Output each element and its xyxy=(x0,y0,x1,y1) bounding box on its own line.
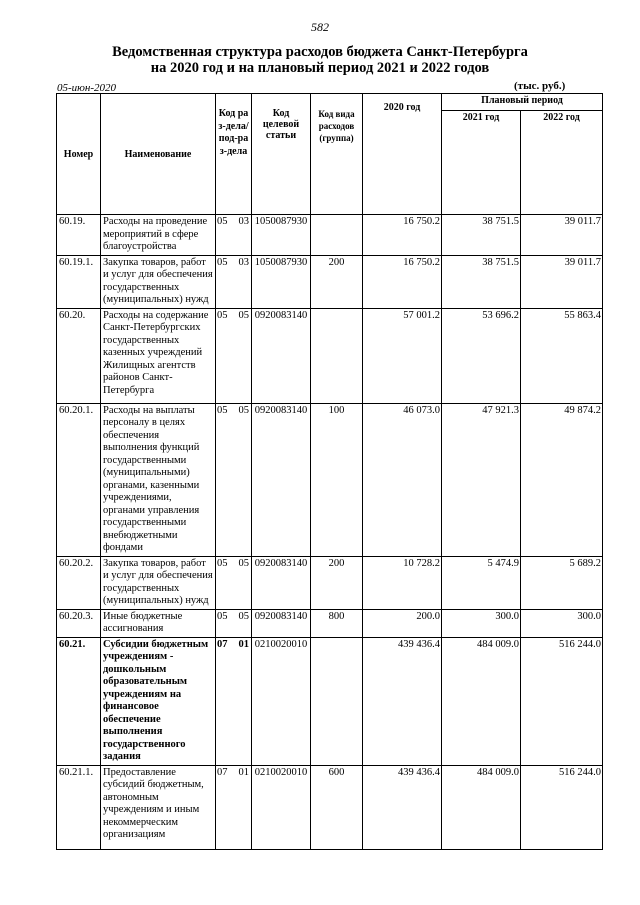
row-value-2020: 439 436.4 xyxy=(363,765,442,849)
row-expense-type: 200 xyxy=(311,556,363,609)
row-value-2022: 39 011.7 xyxy=(521,255,603,308)
row-value-2022: 49 874.2 xyxy=(521,403,603,556)
row-podrazdel: 05 xyxy=(238,404,249,416)
document-date: 05-июн-2020 xyxy=(57,82,117,94)
row-podrazdel: 05 xyxy=(238,610,249,622)
row-target-code: 0920083140 xyxy=(252,403,311,556)
row-target-code: 0210020010 xyxy=(252,765,311,849)
row-value-2021: 53 696.2 xyxy=(442,308,521,403)
row-name: Закупка товаров, работ и услуг для обеспечения государственных (муниципальных) нужд xyxy=(101,255,216,308)
header-section-code xyxy=(216,94,252,215)
row-value-2022: 5 689.2 xyxy=(521,556,603,609)
table-row xyxy=(57,637,603,765)
row-expense-type: 800 xyxy=(311,609,363,637)
table-row xyxy=(57,255,603,308)
row-value-2022: 39 011.7 xyxy=(521,215,603,256)
row-code: 60.20.2. xyxy=(57,556,101,609)
row-razdel: 07 xyxy=(217,638,228,650)
row-section-code xyxy=(216,637,252,765)
row-value-2020: 439 436.4 xyxy=(363,637,442,765)
row-value-2021: 38 751.5 xyxy=(442,255,521,308)
header-2021: 2021 год xyxy=(442,110,521,214)
table-row xyxy=(57,556,603,609)
header-2020: 2020 год xyxy=(363,94,442,215)
row-value-2020: 10 728.2 xyxy=(363,556,442,609)
row-name: Субсидии бюджетным учреждениям - дошкольным образовательным учреждениям на финансовое обеспечение выполнения государственного задания xyxy=(101,637,216,765)
header-section-text: Код раз-дела/ под-раз-дела xyxy=(218,108,249,157)
table-body xyxy=(57,215,603,850)
row-podrazdel: 01 xyxy=(238,638,249,650)
table-row xyxy=(57,308,603,403)
row-code: 60.19. xyxy=(57,215,101,256)
row-razdel: 05 xyxy=(217,610,228,622)
row-value-2022: 300.0 xyxy=(521,609,603,637)
row-section-code xyxy=(216,215,252,256)
row-name: Закупка товаров, работ и услуг для обеспечения государственных (муниципальных) нужд xyxy=(101,556,216,609)
row-expense-type xyxy=(311,215,363,256)
row-razdel: 05 xyxy=(217,557,228,569)
row-value-2021: 5 474.9 xyxy=(442,556,521,609)
row-code: 60.21.1. xyxy=(57,765,101,849)
page-number: 582 xyxy=(311,20,329,34)
row-podrazdel: 01 xyxy=(238,766,249,778)
row-name: Расходы на проведение мероприятий в сфере благоустройства xyxy=(101,215,216,256)
row-expense-type: 100 xyxy=(311,403,363,556)
document-title xyxy=(0,44,640,76)
row-target-code: 1050087930 xyxy=(252,255,311,308)
row-code: 60.20.3. xyxy=(57,609,101,637)
row-section-code xyxy=(216,403,252,556)
header-target-code: Код целевой статьи xyxy=(252,94,311,215)
row-section-code xyxy=(216,556,252,609)
row-podrazdel: 03 xyxy=(238,256,249,268)
row-podrazdel: 03 xyxy=(238,216,249,227)
row-code: 60.19.1. xyxy=(57,255,101,308)
budget-table xyxy=(56,93,603,850)
row-razdel: 05 xyxy=(217,216,228,227)
row-value-2021: 484 009.0 xyxy=(442,765,521,849)
row-target-code: 0920083140 xyxy=(252,556,311,609)
row-value-2021: 38 751.5 xyxy=(442,215,521,256)
row-value-2022: 55 863.4 xyxy=(521,308,603,403)
row-value-2020: 57 001.2 xyxy=(363,308,442,403)
row-target-code: 0920083140 xyxy=(252,308,311,403)
row-code: 60.21. xyxy=(57,637,101,765)
table-row xyxy=(57,765,603,849)
row-expense-type: 200 xyxy=(311,255,363,308)
row-section-code xyxy=(216,255,252,308)
row-razdel: 05 xyxy=(217,256,228,268)
row-code: 60.20. xyxy=(57,308,101,403)
row-value-2021: 300.0 xyxy=(442,609,521,637)
header-2022: 2022 год xyxy=(521,110,603,214)
row-section-code xyxy=(216,609,252,637)
title-line-1: Ведомственная структура расходов бюджета Санкт-Петербурга xyxy=(112,44,528,60)
row-expense-type xyxy=(311,637,363,765)
title-line-2: на 2020 год и на плановый период 2021 и 2022 годов xyxy=(150,60,490,76)
row-razdel: 07 xyxy=(217,766,228,778)
row-target-code: 1050087930 xyxy=(252,215,311,256)
header-name: Наименование xyxy=(101,94,216,215)
row-name: Иные бюджетные ассигнования xyxy=(101,609,216,637)
units-label: (тыс. руб.) xyxy=(514,80,566,92)
row-value-2020: 16 750.2 xyxy=(363,215,442,256)
table-row xyxy=(57,215,603,256)
row-razdel: 05 xyxy=(217,309,228,321)
table-row xyxy=(57,403,603,556)
row-target-code: 0920083140 xyxy=(252,609,311,637)
row-name: Расходы на содержание Санкт-Петербургских государственных казенных учреждений Жилищных агентств районов Санкт-Петербурга xyxy=(101,308,216,403)
row-section-code xyxy=(216,308,252,403)
row-name: Расходы на выплаты персоналу в целях обеспечения выполнения функций государственными (муниципальными) органами, казенными учреждениями, органами управления государственными внебюджетными фондами xyxy=(101,403,216,556)
row-target-code: 0210020010 xyxy=(252,637,311,765)
row-value-2020: 200.0 xyxy=(363,609,442,637)
row-razdel: 05 xyxy=(217,404,228,416)
row-expense-type xyxy=(311,308,363,403)
row-value-2021: 47 921.3 xyxy=(442,403,521,556)
row-expense-type: 600 xyxy=(311,765,363,849)
row-value-2020: 16 750.2 xyxy=(363,255,442,308)
row-value-2021: 484 009.0 xyxy=(442,637,521,765)
header-number: Номер xyxy=(57,94,101,215)
row-value-2022: 516 244.0 xyxy=(521,637,603,765)
row-value-2022: 516 244.0 xyxy=(521,765,603,849)
row-podrazdel: 05 xyxy=(238,557,249,569)
header-planned-period: Плановый период xyxy=(442,94,603,111)
table-row xyxy=(57,609,603,637)
row-podrazdel: 05 xyxy=(238,309,249,321)
row-section-code xyxy=(216,765,252,849)
row-code: 60.20.1. xyxy=(57,403,101,556)
row-name: Предоставление субсидий бюджетным, автономным учреждениям и иным некоммерческим организациям xyxy=(101,765,216,849)
header-expense-type: Код вида расходов (группа) xyxy=(311,94,363,215)
row-value-2020: 46 073.0 xyxy=(363,403,442,556)
